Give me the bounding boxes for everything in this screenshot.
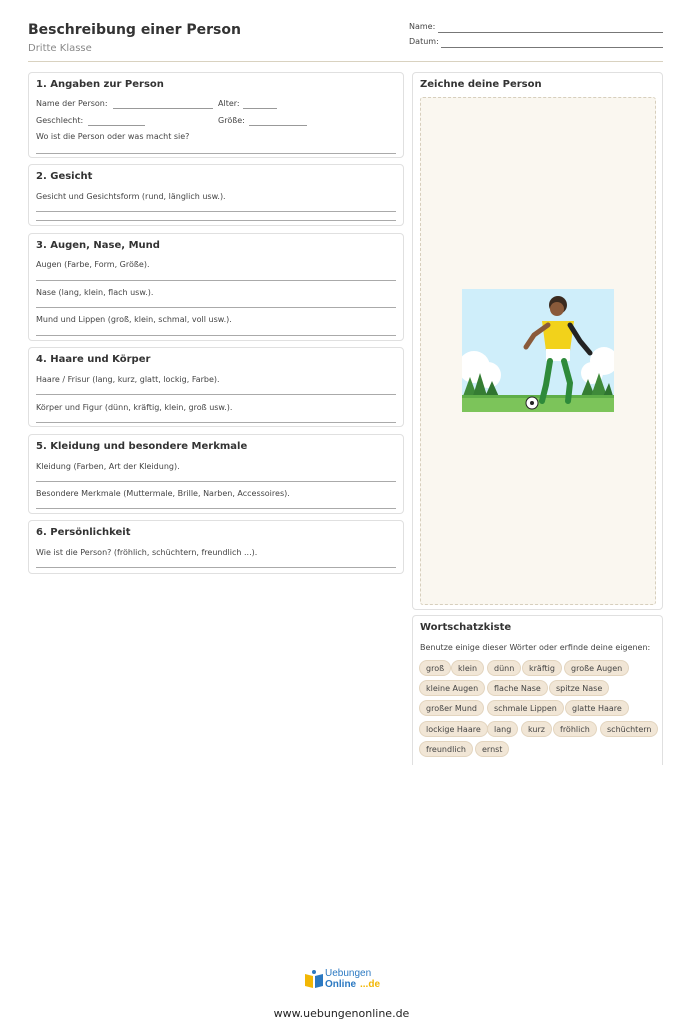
word-chip: fröhlich [553, 721, 597, 737]
page-title: Beschreibung einer Person [28, 22, 241, 38]
answer-line[interactable] [36, 280, 396, 281]
where-label: Wo ist die Person oder was macht sie? [36, 132, 190, 141]
age-line[interactable] [243, 108, 277, 109]
section-title: 6. Persönlichkeit [36, 527, 131, 538]
answer-line[interactable] [36, 220, 396, 221]
worksheet-header [28, 22, 663, 62]
drawing-area[interactable] [420, 97, 656, 605]
name-line[interactable] [438, 32, 663, 33]
word-chip: kleine Augen [419, 680, 485, 696]
answer-line[interactable] [36, 567, 396, 568]
vocab-instruction: Benutze einige dieser Wörter oder erfinde deine eigenen: [420, 643, 651, 652]
body-prompt: Körper und Figur (dünn, kräftig, klein, groß usw.). [36, 403, 233, 412]
answer-line[interactable] [36, 153, 396, 154]
word-chip: lang [487, 721, 518, 737]
word-chip: schüchtern [600, 721, 658, 737]
age-label: Alter: [218, 99, 240, 108]
features-prompt: Besondere Merkmale (Muttermale, Brille, Narben, Accessoires). [36, 489, 290, 498]
answer-line[interactable] [36, 307, 396, 308]
section-face [28, 164, 404, 226]
logo-text-line1: Uebungen [325, 968, 372, 979]
section-title: Zeichne deine Person [420, 79, 542, 90]
section-title: 3. Augen, Nase, Mund [36, 240, 160, 251]
answer-line[interactable] [36, 481, 396, 482]
word-chip: klein [451, 660, 484, 676]
answer-line[interactable] [36, 508, 396, 509]
nose-prompt: Nase (lang, klein, flach usw.). [36, 288, 154, 297]
answer-line[interactable] [36, 211, 396, 212]
person-name-line[interactable] [113, 108, 213, 109]
personality-prompt: Wie ist die Person? (fröhlich, schüchtern, freundlich ...). [36, 548, 258, 557]
page-subtitle: Dritte Klasse [28, 43, 92, 54]
person-name-label: Name der Person: [36, 99, 108, 108]
website-url: www.uebungenonline.de [273, 1007, 410, 1020]
section-title: Wortschatzkiste [420, 622, 512, 633]
section-hair-body [28, 347, 404, 427]
word-chip: glatte Haare [565, 700, 629, 716]
section-title: 2. Gesicht [36, 171, 93, 182]
section-clothing-features [28, 434, 404, 514]
hair-prompt: Haare / Frisur (lang, kurz, glatt, lockig, Farbe). [36, 375, 220, 384]
section-eyes-nose-mouth [28, 233, 404, 341]
answer-line[interactable] [36, 335, 396, 336]
date-field[interactable] [409, 37, 663, 49]
book-icon [303, 969, 325, 991]
vocabulary-box [412, 615, 663, 765]
word-chip: kurz [521, 721, 552, 737]
drawing-card [412, 72, 663, 610]
gender-line[interactable] [88, 125, 145, 126]
logo-text-line2: Online [325, 979, 357, 990]
section-title: 5. Kleidung und besondere Merkmale [36, 441, 248, 452]
soccer-player-illustration-icon [462, 289, 614, 412]
word-chip: flache Nase [487, 680, 548, 696]
section-title: 4. Haare und Körper [36, 354, 151, 365]
word-chip: groß [419, 660, 451, 676]
name-field[interactable] [409, 22, 663, 34]
word-chip: freundlich [419, 741, 473, 757]
name-label: Name: [409, 22, 436, 31]
section-personal-info [28, 72, 404, 158]
answer-line[interactable] [36, 422, 396, 423]
section-personality [28, 520, 404, 574]
size-line[interactable] [249, 125, 307, 126]
date-line[interactable] [441, 47, 663, 48]
date-label: Datum: [409, 37, 439, 46]
word-chip: ernst [475, 741, 509, 757]
eyes-prompt: Augen (Farbe, Form, Größe). [36, 260, 150, 269]
mouth-prompt: Mund und Lippen (groß, klein, schmal, voll usw.). [36, 315, 232, 324]
word-chip: großer Mund [419, 700, 484, 716]
word-chip: dünn [487, 660, 521, 676]
gender-label: Geschlecht: [36, 116, 84, 125]
clothing-prompt: Kleidung (Farben, Art der Kleidung). [36, 462, 180, 471]
logo-text-tld: ...de [360, 979, 381, 990]
face-prompt: Gesicht und Gesichtsform (rund, länglich usw.). [36, 192, 226, 201]
size-label: Größe: [218, 116, 245, 125]
word-chip: große Augen [564, 660, 629, 676]
uebungenonline-logo [303, 968, 383, 992]
word-chip: spitze Nase [549, 680, 609, 696]
answer-line[interactable] [36, 394, 396, 395]
section-title: 1. Angaben zur Person [36, 79, 164, 90]
word-chip: kräftig [522, 660, 562, 676]
word-chip: schmale Lippen [487, 700, 564, 716]
word-chip: lockige Haare [419, 721, 488, 737]
